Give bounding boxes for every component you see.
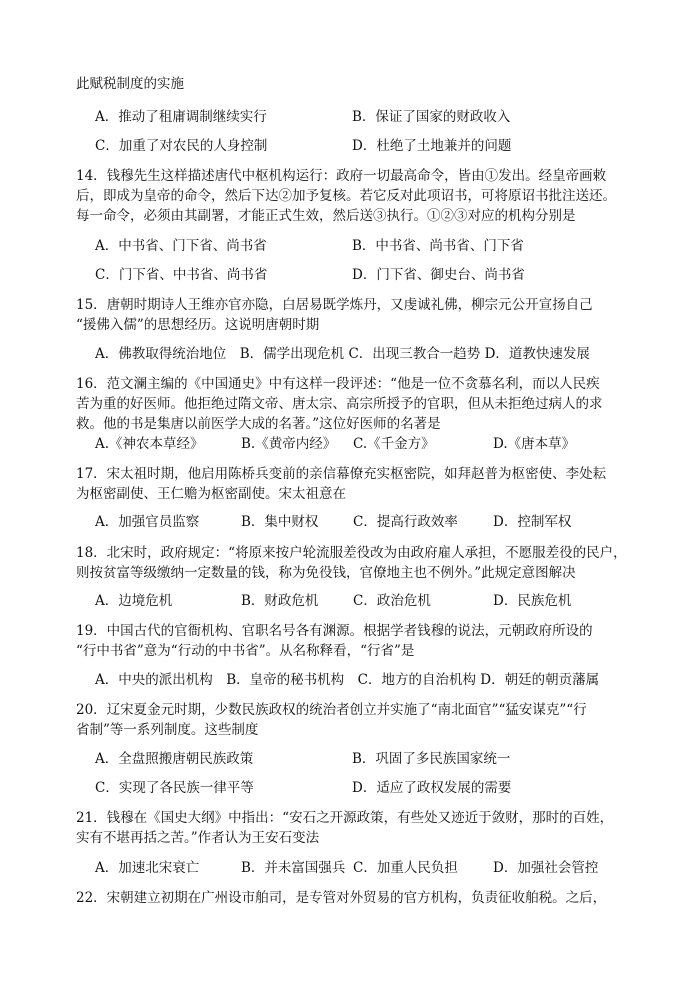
q17-option-a: A．加强官员监察: [95, 514, 200, 530]
q18-stem-line2: 则按贫富等级缴纳一定数量的钱，称为免役钱，官僚地主也不例外。”此规定意图解决: [76, 565, 576, 581]
q21-option-a: A．加速北宋衰亡: [95, 860, 200, 876]
q16-option-a: A.《神农本草经》: [95, 436, 204, 452]
q18-option-b: B．财政危机: [241, 593, 319, 609]
q21-stem-line1: 21．钱穆在《国史大纲》中指出：“安石之开源政策，有些处又迹近于敛财，那时的百姓，: [76, 810, 614, 826]
q19-stem-line1: 19．中国古代的官衙机构、官职名号各有渊源。根据学者钱穆的说法，元朝政府所设的: [76, 623, 593, 639]
q16-option-d: D.《唐本草》: [493, 436, 576, 452]
q14-stem-line2: 后，即成为皇帝的命令，然后下达②加予复核。若它反对此项诏书，可将原诏书批注送还。: [76, 188, 616, 204]
q20-option-c: C．实现了各民族一律平等: [95, 780, 254, 796]
q20-option-a: A．全盘照搬唐朝民族政策: [95, 751, 254, 767]
q15-options: A．佛教取得统治地位 B．儒学出现危机 C．出现三教合一趋势 D．道教快速发展: [95, 346, 590, 362]
q14-stem-line3: 每一命令，必须由其副署，才能正式生效，然后送③执行。①②③对应的机构分别是: [76, 208, 576, 224]
q16-stem-line2: 苦为重的好医师。他拒绝过隋文帝、唐太宗、高宗所授予的官职，但从未拒绝过病人的求: [76, 396, 603, 412]
q17-stem-line1: 17．宋太祖时期，他启用陈桥兵变前的亲信幕僚充实枢密院，如拜赵普为枢密使、李处耘: [76, 466, 607, 482]
q21-option-b: B．并未富国强兵: [241, 860, 346, 876]
q14-stem-line1: 14．钱穆先生这样描述唐代中枢机构运行：政府一切最高命令，皆由①发出。经皇帝画敕: [76, 168, 607, 184]
q16-option-b: B.《黄帝内经》: [241, 436, 337, 452]
q14-option-b: B．中书省、尚书省、门下省: [352, 238, 524, 254]
q21-option-c: C．加重人民负担: [353, 860, 458, 876]
q13-option-c: C．加重了对农民的人身控制: [95, 138, 268, 154]
q16-stem-line1: 16．范文澜主编的《中国通史》中有这样一段评述：“他是一位不贪慕名利，而以人民疾: [76, 376, 600, 392]
q17-stem-line2: 为枢密副使、王仁赡为枢密副使。宋太祖意在: [76, 486, 346, 502]
q13-option-a: A．推动了租庸调制继续实行: [95, 109, 267, 125]
q15-stem-line1: 15．唐朝时期诗人王维亦官亦隐，白居易既学炼丹，又虔诚礼佛，柳宗元公开宣扬自己: [76, 297, 593, 313]
q19-stem-line2: “行中书省”意为“行动的中书省”。从名称释看，“行省”是: [76, 643, 415, 659]
q18-option-d: D．民族危机: [493, 593, 572, 609]
q14-option-c: C．门下省、中书省、尚书省: [95, 267, 268, 283]
intro-tail: 此赋税制度的实施: [76, 76, 184, 92]
q18-stem-line1: 18．北宋时，政府规定：“将原来按户轮流服差役改为由政府雇人承担，不愿服差役的民户，: [76, 545, 627, 561]
q20-stem-line1: 20．辽宋夏金元时期，少数民族政权的统治者创立并实施了“南北面官”“猛安谋克”“行: [76, 702, 587, 718]
q18-option-a: A．边境危机: [95, 593, 173, 609]
q20-option-b: B．巩固了多民族国家统一: [352, 751, 511, 767]
q17-option-c: C．提高行政效率: [353, 514, 458, 530]
q19-options: A．中央的派出机构 B．皇帝的秘书机构 C．地方的自治机构 D．朝廷的朝贡藩属: [95, 672, 600, 688]
q13-option-b: B．保证了国家的财政收入: [352, 109, 511, 125]
q20-option-d: D．适应了政权发展的需要: [352, 780, 512, 796]
q21-option-d: D．加强社会管控: [493, 860, 599, 876]
q22-stem-line1: 22．宋朝建立初期在广州设市舶司，是专管对外贸易的官方机构，负责征收舶税。之后，: [76, 890, 607, 906]
q14-option-d: D．门下省、御史台、尚书省: [352, 267, 525, 283]
q18-option-c: C．政治危机: [353, 593, 431, 609]
q13-option-d: D．杜绝了土地兼并的问题: [352, 138, 512, 154]
q17-option-b: B．集中财权: [241, 514, 319, 530]
q20-stem-line2: 省制”等一系列制度。这些制度: [76, 722, 259, 738]
q15-stem-line2: “援佛入儒”的思想经历。这说明唐朝时期: [76, 317, 320, 333]
q17-option-d: D．控制军权: [493, 514, 572, 530]
q16-stem-line3: 救。他的书是集唐以前医学大成的名著。”这位好医师的名著是: [76, 416, 441, 432]
q16-option-c: C.《千金方》: [353, 436, 435, 452]
q14-option-a: A．中书省、门下省、尚书省: [95, 238, 267, 254]
q21-stem-line2: 实有不堪再括之苦。”作者认为王安石变法: [76, 830, 320, 846]
